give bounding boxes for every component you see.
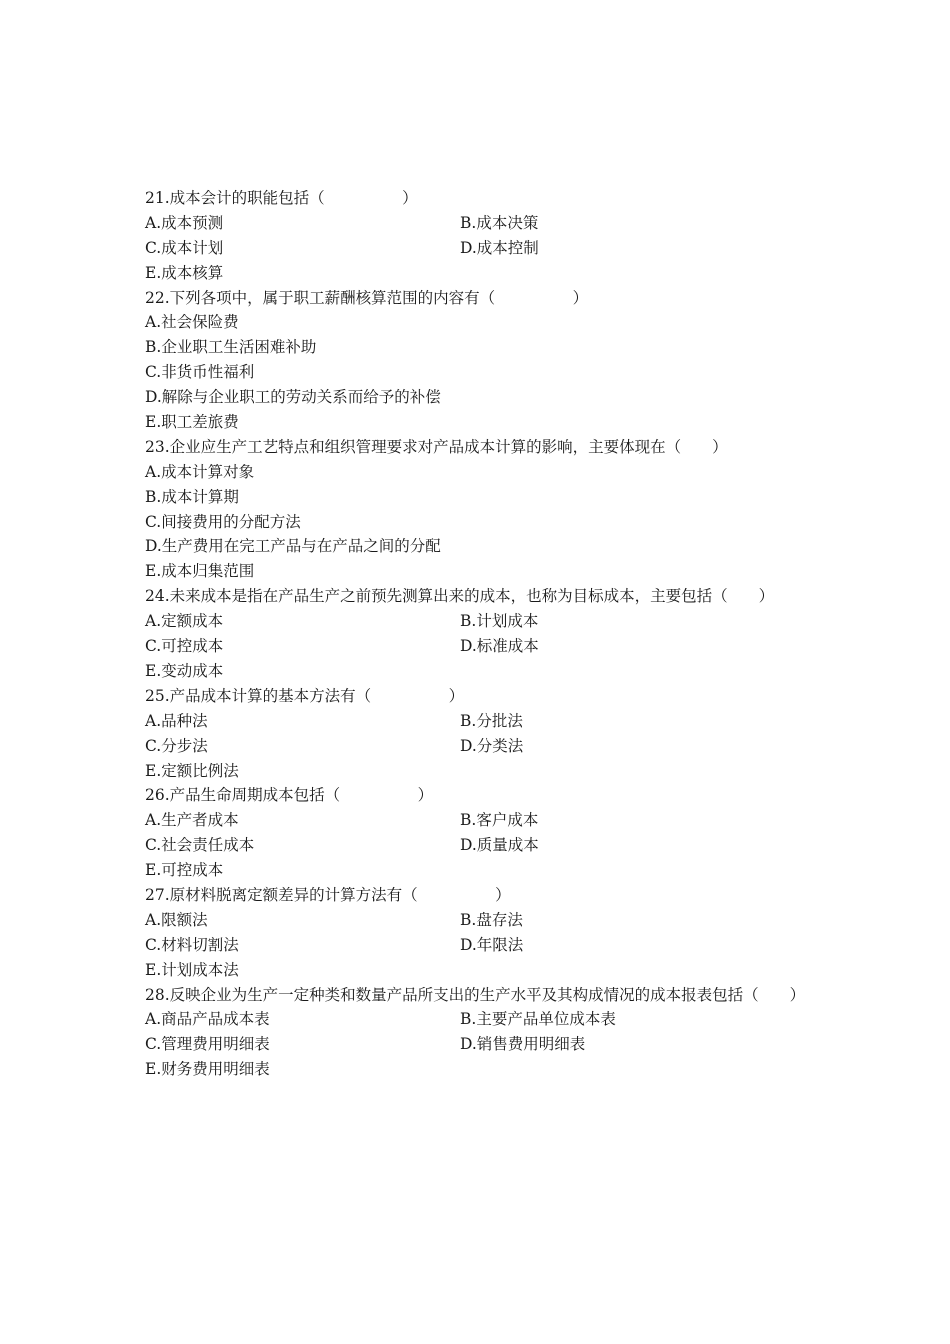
option: C.材料切割法 [145,935,239,954]
option: D.解除与企业职工的劳动关系而给予的补偿 [145,388,441,407]
option: B.分批法 [460,711,523,730]
question-24 [145,584,805,684]
option: C.成本计划 [145,238,224,257]
option: D.生产费用在完工产品与在产品之间的分配 [145,537,441,556]
option-row [145,734,805,759]
option: C.社会责任成本 [145,836,255,855]
question-23 [145,435,805,584]
question-22 [145,286,805,435]
option: D.成本控制 [460,238,539,257]
option: A.成本预测 [145,213,224,232]
option: D.分类法 [460,736,524,755]
option: B.盘存法 [460,910,523,929]
option: B.客户成本 [460,811,539,830]
question-stem: 21.成本会计的职能包括（ ） [145,189,418,207]
option: C.管理费用明细表 [145,1035,270,1054]
document-page [145,186,805,1082]
option: C.间接费用的分配方法 [145,512,301,531]
option: D.质量成本 [460,836,539,855]
option: E.财务费用明细表 [145,1060,270,1079]
question-25 [145,684,805,784]
option: B.企业职工生活困难补助 [145,338,317,357]
option-row [145,1007,805,1032]
option-row [145,808,805,833]
question-28 [145,983,805,1083]
question-stem: 24.未来成本是指在产品生产之前预先测算出来的成本，也称为目标成本，主要包括（ ） [145,587,775,606]
option: A.成本计算对象 [145,462,255,481]
option: A.生产者成本 [145,811,239,830]
option-row [145,833,805,858]
option: B.计划成本 [460,612,539,631]
option: A.商品产品成本表 [145,1010,270,1029]
question-21 [145,186,805,286]
option: E.定额比例法 [145,761,239,780]
question-stem: 25.产品成本计算的基本方法有（ ） [145,686,465,705]
option-row [145,211,805,236]
option-row [145,609,805,634]
question-stem: 23.企业应生产工艺特点和组织管理要求对产品成本计算的影响，主要体现在（ ） [145,437,728,456]
option: C.非货币性福利 [145,363,255,382]
option: E.变动成本 [145,661,224,680]
option: C.可控成本 [145,637,224,656]
option-row [145,709,805,734]
option: A.社会保险费 [145,313,239,332]
option: D.销售费用明细表 [460,1035,586,1054]
option: D.年限法 [460,935,524,954]
option: E.计划成本法 [145,960,239,979]
option-row [145,908,805,933]
option: A.定额成本 [145,612,224,631]
option: A.品种法 [145,711,208,730]
question-stem: 22.下列各项中，属于职工薪酬核算范围的内容有（ ） [145,288,589,307]
option: B.成本决策 [460,213,539,232]
question-27 [145,883,805,983]
option: E.职工差旅费 [145,413,239,432]
option: E.可控成本 [145,861,224,880]
option: B.成本计算期 [145,487,239,506]
option-row [145,1032,805,1057]
question-26 [145,783,805,883]
option: B.主要产品单位成本表 [460,1010,616,1029]
question-stem: 28.反映企业为生产一定种类和数量产品所支出的生产水平及其构成情况的成本报表包括（ ） [145,985,806,1004]
option-row [145,634,805,659]
option: E.成本核算 [145,263,224,282]
option-row [145,236,805,261]
option: A.限额法 [145,910,208,929]
option: C.分步法 [145,736,208,755]
question-stem: 27.原材料脱离定额差异的计算方法有（ ） [145,885,511,904]
option: E.成本归集范围 [145,562,255,581]
option: D.标准成本 [460,637,539,656]
option-row [145,933,805,958]
question-stem: 26.产品生命周期成本包括（ ） [145,786,434,805]
